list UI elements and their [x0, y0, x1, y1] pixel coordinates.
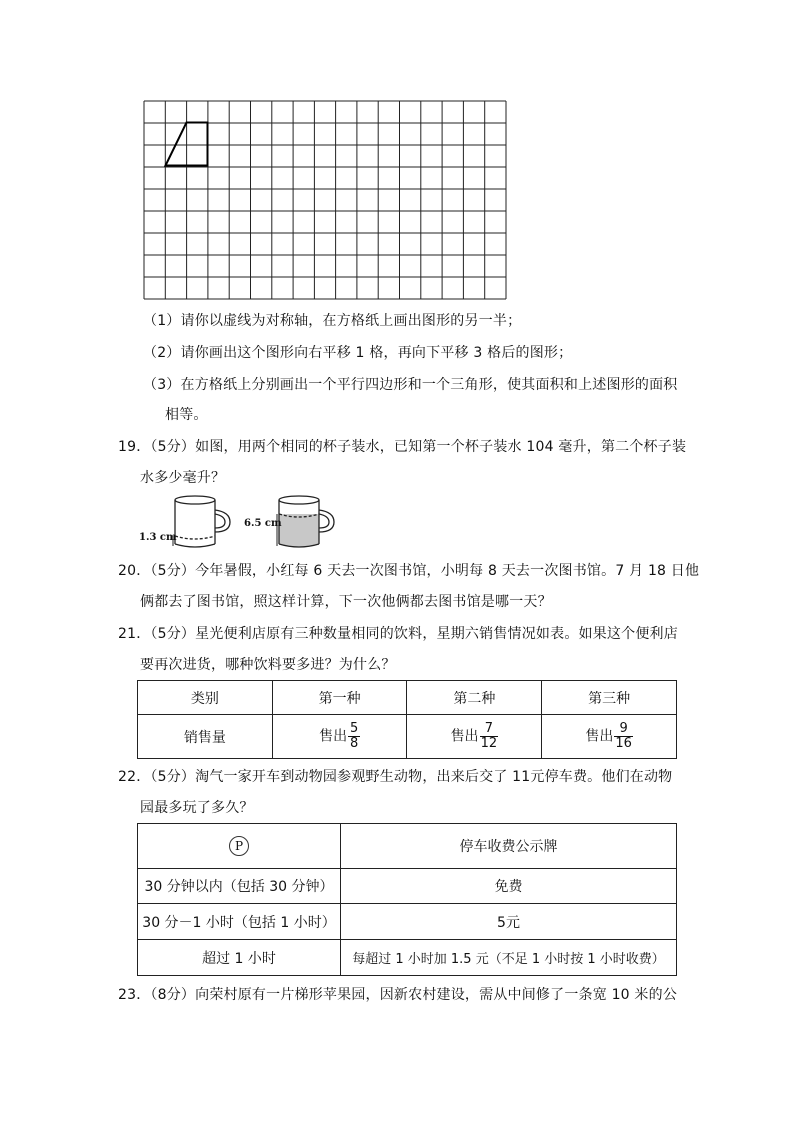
sold-prefix: 售出 [450, 728, 479, 745]
table-header-drink-2: 第二种 [407, 681, 542, 715]
fraction-denominator: 12 [480, 736, 498, 751]
q19-line2: 水多少毫升？ [140, 470, 226, 486]
table-header-category: 类别 [138, 681, 273, 715]
q18-sub3-line2: 相等。 [165, 407, 208, 423]
q18-sub1: （1）请你以虚线为对称轴，在方格纸上画出图形的另一半； [143, 313, 522, 329]
table-header-drink-3: 第三种 [542, 681, 677, 715]
fraction-denominator: 8 [349, 736, 359, 751]
q21-line1: 21．（5分）星光便利店原有三种数量相同的饮料，星期六销售情况如表。如果这个便利店 [118, 626, 678, 642]
fraction-7-12 [480, 722, 499, 751]
q22-line2: 园最多玩了多久？ [140, 800, 254, 816]
q18-sub2: （2）请你画出这个图形向右平移 1 格，再向下平移 3 格后的图形； [143, 345, 573, 361]
cup-2-drawing [279, 496, 334, 547]
table-row-label-sales: 销售量 [138, 715, 273, 759]
parking-icon: P [229, 836, 249, 856]
fraction-denominator: 16 [615, 736, 632, 751]
q22-parking-table [137, 823, 677, 976]
sales-cell-drink-1 [272, 715, 407, 759]
cups-illustration [138, 492, 338, 552]
q19-line1: 19．（5分）如图，用两个相同的杯子装水，已知第一个杯子装水 104 毫升，第二个杯子装 [118, 439, 687, 455]
fraction-numerator: 7 [484, 721, 493, 736]
sales-cell-drink-2 [407, 715, 542, 759]
fee-rule-left-1: 30 分钟以内（包括 30 分钟） [138, 869, 341, 904]
sales-cell-drink-3 [542, 715, 677, 759]
fraction-9-16 [614, 722, 633, 751]
parking-sign-cell [138, 824, 341, 869]
fee-rule-right-1: 免费 [341, 869, 677, 904]
cup-2-height-label: 6.5 cm [244, 518, 282, 529]
parking-table-title: 停车收费公示牌 [341, 824, 677, 869]
q20-line2: 俩都去了图书馆，照这样计算，下一次他俩都去图书馆是哪一天？ [140, 594, 552, 610]
fraction-numerator: 5 [349, 721, 359, 736]
fee-rule-left-3: 超过 1 小时 [138, 940, 341, 976]
q22-line1: 22．（5分）淘气一家开车到动物园参观野生动物，出来后交了 11元停车费。他们在动物 [118, 769, 673, 785]
q21-line2: 要再次进货，哪种饮料要多进？为什么？ [140, 657, 396, 673]
fraction-numerator: 9 [619, 721, 628, 736]
q20-line1: 20．（5分）今年暑假，小红每 6 天去一次图书馆，小明每 8 天去一次图书馆。7 月 18 日他 [118, 563, 700, 579]
q23-line1: 23．（8分）向荣村原有一片梯形苹果园，因新农村建设，需从中间修了一条宽 10 米的公 [118, 987, 678, 1003]
sold-prefix: 售出 [319, 728, 348, 745]
sold-prefix: 售出 [585, 728, 614, 745]
q21-sales-table [137, 680, 677, 759]
grid-figure [143, 100, 507, 300]
fee-rule-right-3: 每超过 1 小时加 1.5 元（不足 1 小时按 1 小时收费） [341, 940, 677, 976]
q18-sub3-line1: （3）在方格纸上分别画出一个平行四边形和一个三角形，使其面积和上述图形的面积 [143, 377, 678, 393]
cup-1-height-label: 1.3 cm [139, 532, 177, 543]
fee-rule-right-2: 5元 [341, 904, 677, 940]
table-header-drink-1: 第一种 [272, 681, 407, 715]
fraction-5-8 [348, 722, 360, 751]
fee-rule-left-2: 30 分－1 小时（包括 1 小时） [138, 904, 341, 940]
cup-1-drawing [175, 496, 230, 547]
